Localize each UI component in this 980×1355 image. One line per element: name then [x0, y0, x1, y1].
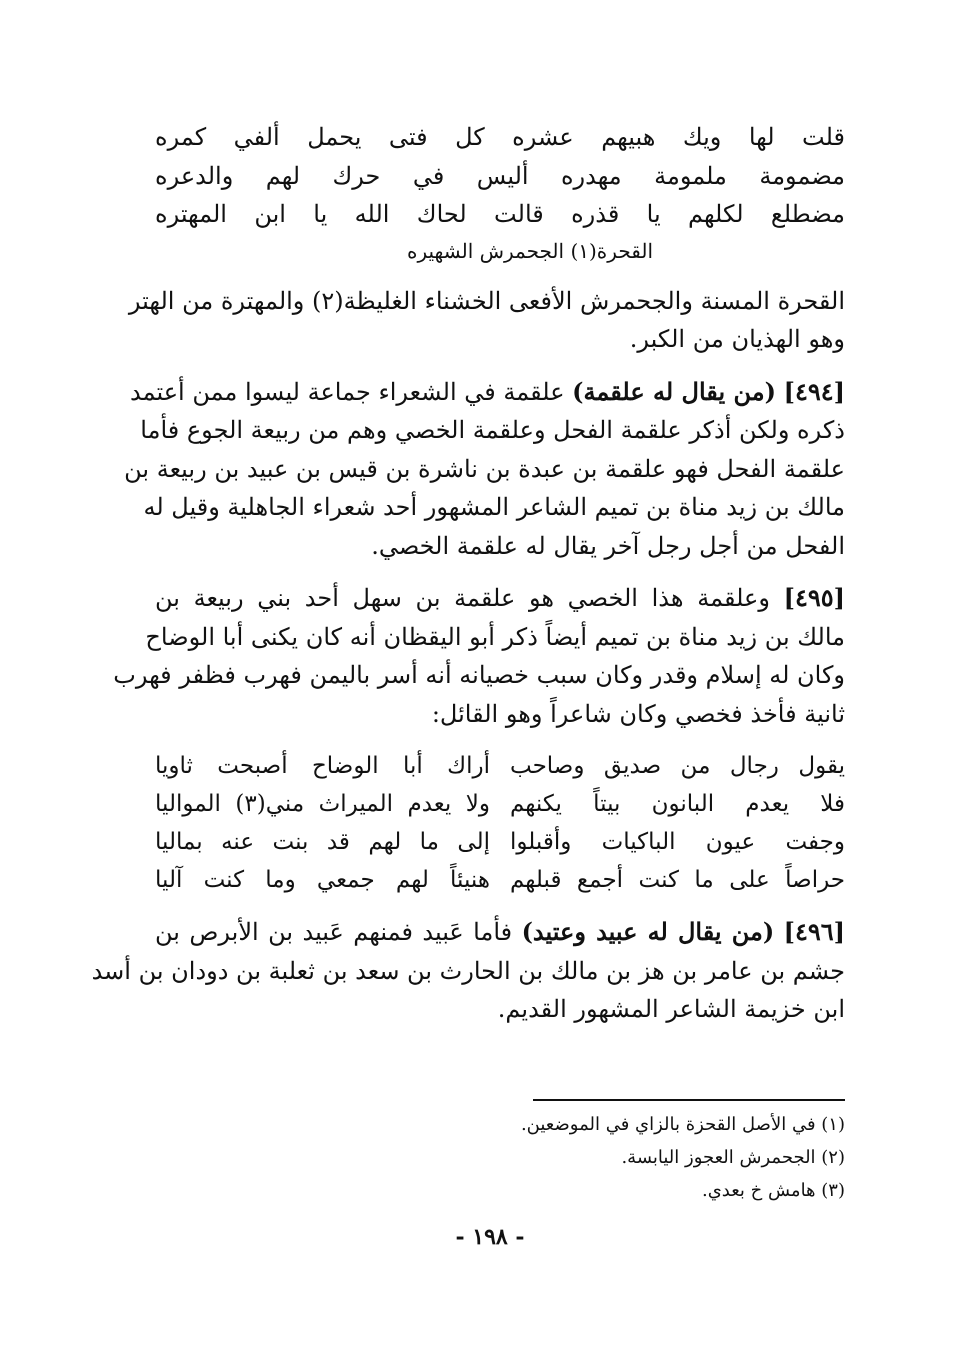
footnote-divider: [533, 1099, 845, 1101]
poem-top-sub: القحرة(١) الجحمرش الشهيره: [406, 238, 653, 263]
footnote: (٣) هامش خ بعدي.: [701, 1180, 845, 1201]
entry-line: ذكره ولكن أذكر علقمة الفحل وعلقمة الخصي وهم من ربيعة الجوع فأما: [140, 416, 845, 444]
entry-title: (من يقال له عبيد وعتيد): [521, 917, 775, 946]
page-number: - ١٩٨ -: [455, 1224, 525, 1250]
verse-second-hemistich: هنيئاً لهم جمعي وما كنت آليا: [155, 867, 490, 893]
entry-line: جشم بن عامر بن هز بن مالك بن الحارث بن سعد بن ثعلبة بن دودان بن أسد: [91, 956, 845, 985]
verse-first-hemistich: فلا يعدم البانون بيتاً يكنهم: [510, 791, 845, 817]
entry-495: [113, 579, 845, 733]
entry-496: [91, 913, 845, 1029]
main-text: [91, 118, 845, 1029]
entry-line: وكان له إسلام وقدر وكان سبب خصيانه أنه أسر باليمن فهرب فظفر فهرب: [113, 661, 845, 689]
entry-number: [٤٩٥]: [783, 583, 845, 612]
verse-first-hemistich: يقول رجال من صديق وصاحب: [510, 753, 845, 779]
poem-verse: [155, 861, 845, 899]
entry-line: ثانية فأخذ فخصي وكان شاعراً وهو القائل:: [431, 699, 845, 728]
gloss-line: القحرة المسنة والجحمرش الأفعى الخشناء الغليظة(٢) والمهترة من الهتر: [128, 286, 845, 315]
entry-text: فأما عَبيد فمنهم عَبيد بن الأبرص بن: [155, 918, 513, 946]
entry-line: مالك بن زيد مناة بن تميم أيضاً ذكر أبو اليقظان أنه كان يكنى أبا الوضاح: [145, 622, 845, 651]
verse-second-hemistich: إلى ما لهم قد بنت عنه بماليا: [155, 829, 490, 855]
entry-text: وعلقمة هذا الخصي هو علقمة بن سهل أحد بني ربيعة بن: [155, 584, 770, 612]
poem-top: [155, 118, 845, 268]
poem-top-line: قلت لها ويك هبيهم عشره كل فتى يحمل ألفي كمره: [155, 123, 845, 151]
footnote: (١) في الأصل القحزة بالزاي في الموضعين.: [520, 1114, 845, 1135]
poem-top-line: مضمومة ملمومة مهدره أليس في حرك لهم والدعره: [155, 161, 845, 190]
footnotes: [425, 1108, 845, 1207]
verse-first-hemistich: حراصاً على ما كنت أجمع قبلهم: [510, 867, 845, 893]
entry-line: الفحل من أجل رجل آخر يقال له علقمة الخصي.: [371, 531, 845, 560]
entry-line: ابن خزيمة الشاعر المشهور القديم.: [497, 995, 845, 1023]
poem-verse: [155, 823, 845, 861]
gloss-line: وهو الهذيان من الكبر.: [629, 325, 845, 353]
footnote: (٢) الجحمرش العجوز اليابسة.: [621, 1147, 845, 1168]
poem-top-line: مضطلع لكلهم يا قذره قالت لحاك الله يا ابن المهتره: [155, 200, 845, 228]
gloss-paragraph: [128, 282, 845, 359]
entry-title: (من يقال له علقمة): [572, 376, 776, 406]
entry-number: [٤٩٦]: [783, 917, 845, 946]
entry-text: علقمة في الشعراء جماعة ليسوا ممن أعتمد: [130, 377, 565, 406]
poem: [155, 747, 845, 899]
poem-verse: [155, 785, 845, 823]
entry-line: مالك بن زيد مناة بن تميم الشاعر المشهور أحد شعراء الجاهلية وقيل له: [143, 493, 845, 521]
entry-494: [124, 373, 845, 566]
entry-number: [٤٩٤]: [783, 376, 845, 406]
verse-first-hemistich: وجفت عيون الباكيات وأقبلوا: [510, 829, 845, 855]
verse-second-hemistich: ولا يعدم الميراث مني(٣) المواليا: [155, 791, 490, 817]
entry-line: علقمة الفحل فهو علقمة بن عبدة بن ناشرة بن قيس بن عبيد بن ربيعة بن: [124, 454, 845, 483]
poem-verse: [155, 747, 845, 785]
verse-second-hemistich: أراك أبا الوضاح أصبحت ثاويا: [155, 753, 490, 779]
